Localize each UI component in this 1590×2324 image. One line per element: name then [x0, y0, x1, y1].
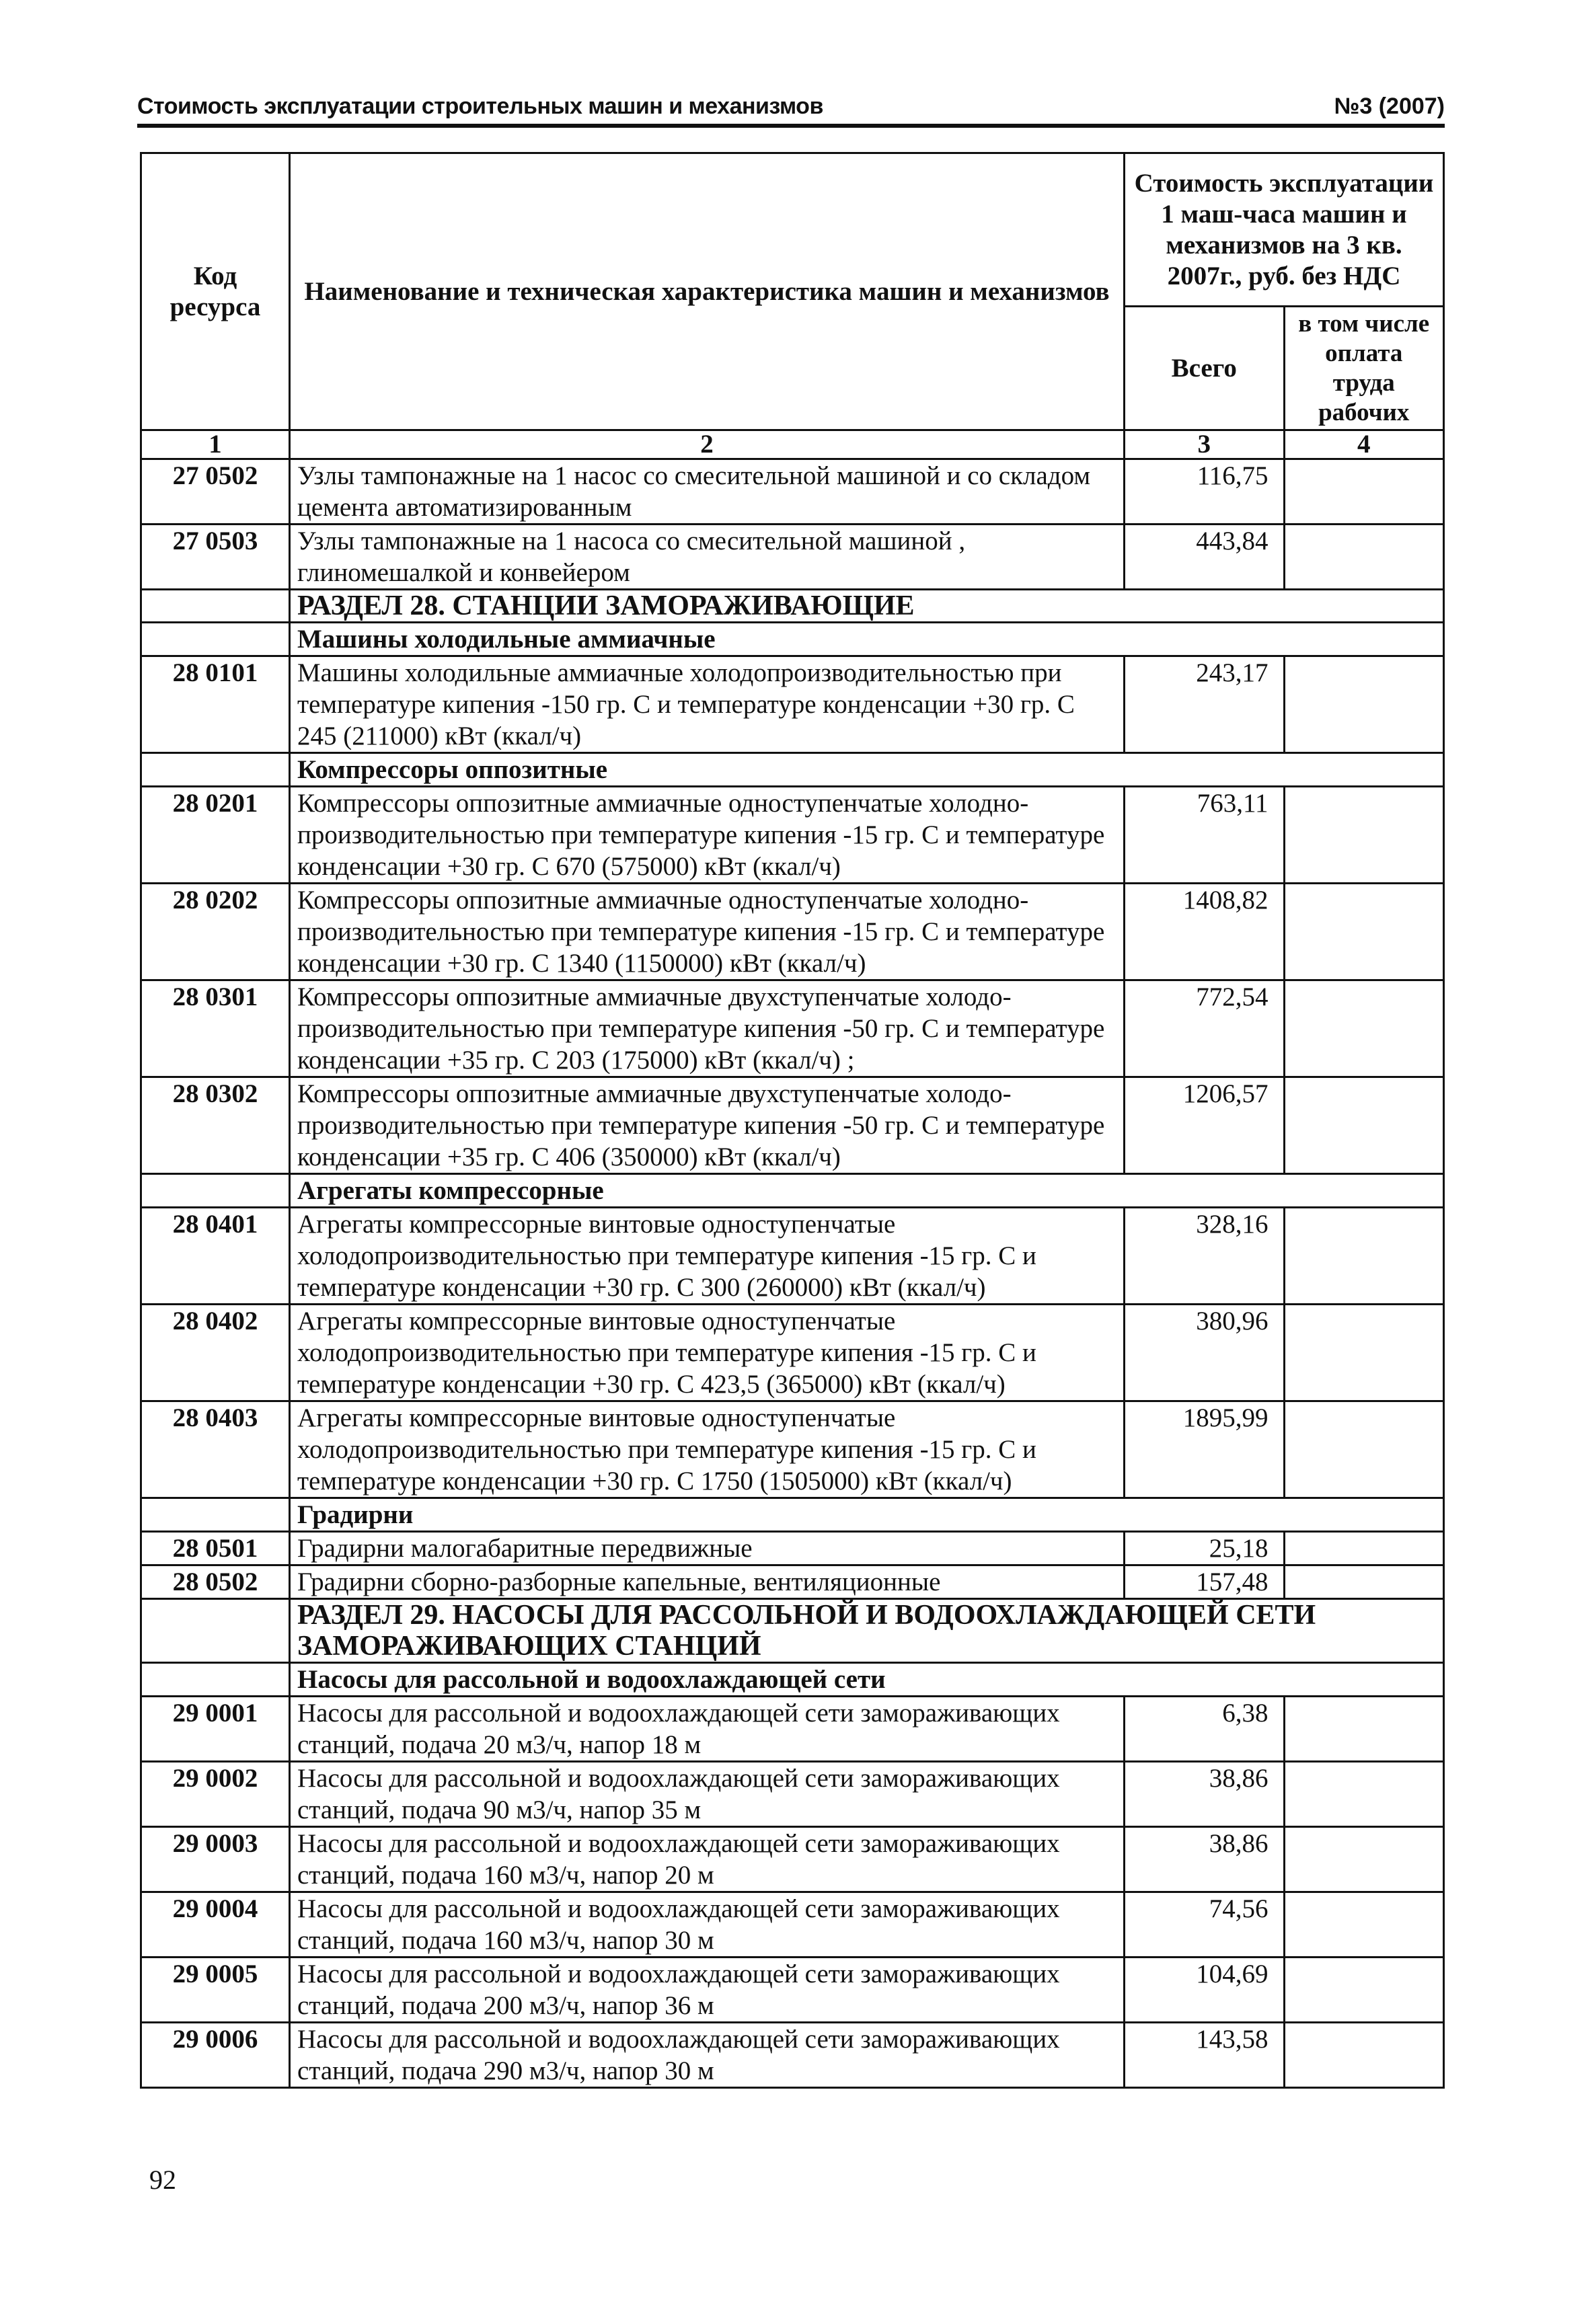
item-name-cell: Агрегаты компрессорные винтовые одноступенчатые холодопроизводительностью при температуре кипения -15 гр. С и температуре конденсации +30 гр. С 1750 (1505000) кВт (ккал/ч)	[290, 1401, 1125, 1498]
table-row	[141, 1762, 1444, 1827]
column-header-code: Код ресурса	[141, 153, 290, 430]
subsection-heading-row	[141, 623, 1444, 656]
column-header-name: Наименование и техническая характеристика машин и механизмов	[290, 153, 1125, 430]
empty-code-cell	[141, 753, 290, 787]
total-cost-cell: 1408,82	[1125, 884, 1285, 980]
column-header-labor: в том числе оплата труда рабочих	[1284, 307, 1444, 430]
running-title: Стоимость эксплуатации строительных машин и механизмов	[137, 93, 823, 119]
item-name-cell: Градирни малогабаритные передвижные	[290, 1532, 1125, 1565]
item-name-cell: Насосы для рассольной и водоохлаждающей сети замораживающих станций, подача 90 м3/ч, напор 35 м	[290, 1762, 1125, 1827]
empty-code-cell	[141, 590, 290, 623]
total-cost-cell: 380,96	[1125, 1305, 1285, 1401]
column-header-cost-group: Стоимость эксплуатации 1 маш-часа машин и механизмов на 3 кв. 2007г., руб. без НДС	[1125, 153, 1444, 307]
subsection-heading-row	[141, 1174, 1444, 1208]
resource-code-cell: 28 0502	[141, 1565, 290, 1599]
resource-code-cell: 28 0501	[141, 1532, 290, 1565]
total-cost-cell: 443,84	[1125, 525, 1285, 590]
resource-code-cell: 29 0003	[141, 1827, 290, 1892]
item-name-cell: Агрегаты компрессорные винтовые одноступенчатые холодопроизводительностью при температуре кипения -15 гр. С и температуре конденсации +30 гр. С 423,5 (365000) кВт (ккал/ч)	[290, 1305, 1125, 1401]
item-name-cell: Насосы для рассольной и водоохлаждающей сети замораживающих станций, подача 20 м3/ч, напор 18 м	[290, 1697, 1125, 1762]
subsection-title: Машины холодильные аммиачные	[290, 623, 1444, 656]
section-heading-row	[141, 1599, 1444, 1663]
price-table	[140, 152, 1445, 2089]
resource-code-cell: 29 0005	[141, 1958, 290, 2023]
section-heading-row	[141, 590, 1444, 623]
labor-cost-cell	[1284, 1565, 1444, 1599]
resource-code-cell: 28 0302	[141, 1077, 290, 1174]
resource-code-cell: 28 0101	[141, 656, 290, 753]
resource-code-cell: 29 0002	[141, 1762, 290, 1827]
resource-code-cell: 27 0502	[141, 459, 290, 525]
table-body	[141, 459, 1444, 2088]
total-cost-cell: 1895,99	[1125, 1401, 1285, 1498]
resource-code-cell: 28 0201	[141, 787, 290, 884]
item-name-cell: Агрегаты компрессорные винтовые одноступенчатые холодопроизводительностью при температуре кипения -15 гр. С и температуре конденсации +30 гр. С 300 (260000) кВт (ккал/ч)	[290, 1208, 1125, 1305]
issue-number: №3 (2007)	[1334, 93, 1445, 119]
empty-code-cell	[141, 1174, 290, 1208]
total-cost-cell: 763,11	[1125, 787, 1285, 884]
column-number: 2	[290, 430, 1125, 459]
table-row	[141, 884, 1444, 980]
page-number: 92	[149, 2165, 176, 2195]
table-row	[141, 1958, 1444, 2023]
resource-code-cell: 29 0004	[141, 1892, 290, 1958]
table-row	[141, 1697, 1444, 1762]
column-number-row	[141, 430, 1444, 459]
column-number: 4	[1284, 430, 1444, 459]
total-cost-cell: 157,48	[1125, 1565, 1285, 1599]
table-row	[141, 1827, 1444, 1892]
item-name-cell: Компрессоры оппозитные аммиачные одноступенчатые холодно-производительностью при температуре кипения -15 гр. С и температуре конденсации +30 гр. С 670 (575000) кВт (ккал/ч)	[290, 787, 1125, 884]
resource-code-cell: 29 0006	[141, 2023, 290, 2088]
labor-cost-cell	[1284, 1401, 1444, 1498]
total-cost-cell: 74,56	[1125, 1892, 1285, 1958]
table-row	[141, 2023, 1444, 2088]
labor-cost-cell	[1284, 1762, 1444, 1827]
resource-code-cell: 28 0403	[141, 1401, 290, 1498]
labor-cost-cell	[1284, 980, 1444, 1077]
table-row	[141, 459, 1444, 525]
table-row	[141, 1208, 1444, 1305]
total-cost-cell: 328,16	[1125, 1208, 1285, 1305]
column-number: 1	[141, 430, 290, 459]
labor-cost-cell	[1284, 459, 1444, 525]
item-name-cell: Градирни сборно-разборные капельные, вентиляционные	[290, 1565, 1125, 1599]
resource-code-cell: 28 0301	[141, 980, 290, 1077]
table-row	[141, 525, 1444, 590]
resource-code-cell: 29 0001	[141, 1697, 290, 1762]
labor-cost-cell	[1284, 1208, 1444, 1305]
labor-cost-cell	[1284, 525, 1444, 590]
section-title: РАЗДЕЛ 28. СТАНЦИИ ЗАМОРАЖИВАЮЩИЕ	[290, 590, 1444, 623]
table-row	[141, 1401, 1444, 1498]
page-header	[137, 86, 1445, 128]
column-number: 3	[1125, 430, 1285, 459]
subsection-heading-row	[141, 753, 1444, 787]
subsection-title: Агрегаты компрессорные	[290, 1174, 1444, 1208]
resource-code-cell: 28 0202	[141, 884, 290, 980]
column-header-total: Всего	[1125, 307, 1285, 430]
labor-cost-cell	[1284, 1827, 1444, 1892]
total-cost-cell: 25,18	[1125, 1532, 1285, 1565]
table-row	[141, 1532, 1444, 1565]
table-row	[141, 787, 1444, 884]
subsection-title: Градирни	[290, 1498, 1444, 1532]
total-cost-cell: 116,75	[1125, 459, 1285, 525]
labor-cost-cell	[1284, 1077, 1444, 1174]
table-row	[141, 1077, 1444, 1174]
labor-cost-cell	[1284, 1958, 1444, 2023]
table-row	[141, 1305, 1444, 1401]
labor-cost-cell	[1284, 656, 1444, 753]
table-row	[141, 656, 1444, 753]
empty-code-cell	[141, 623, 290, 656]
labor-cost-cell	[1284, 1305, 1444, 1401]
total-cost-cell: 104,69	[1125, 1958, 1285, 2023]
section-title: РАЗДЕЛ 29. НАСОСЫ ДЛЯ РАССОЛЬНОЙ И ВОДООХЛАЖДАЮЩЕЙ СЕТИ ЗАМОРАЖИВАЮЩИХ СТАНЦИЙ	[290, 1599, 1444, 1663]
item-name-cell: Насосы для рассольной и водоохлаждающей сети замораживающих станций, подача 160 м3/ч, напор 30 м	[290, 1892, 1125, 1958]
resource-code-cell: 28 0402	[141, 1305, 290, 1401]
table-row	[141, 1565, 1444, 1599]
subsection-title: Компрессоры оппозитные	[290, 753, 1444, 787]
labor-cost-cell	[1284, 1532, 1444, 1565]
total-cost-cell: 143,58	[1125, 2023, 1285, 2088]
empty-code-cell	[141, 1599, 290, 1663]
item-name-cell: Компрессоры оппозитные аммиачные двухступенчатые холодо-производительностью при температуре кипения -50 гр. С и температуре конденсации +35 гр. С 406 (350000) кВт (ккал/ч)	[290, 1077, 1125, 1174]
empty-code-cell	[141, 1498, 290, 1532]
table-row	[141, 980, 1444, 1077]
total-cost-cell: 1206,57	[1125, 1077, 1285, 1174]
total-cost-cell: 6,38	[1125, 1697, 1285, 1762]
item-name-cell: Узлы тампонажные на 1 насос со смесительной машиной и со складом цемента автоматизированным	[290, 459, 1125, 525]
subsection-heading-row	[141, 1498, 1444, 1532]
labor-cost-cell	[1284, 884, 1444, 980]
item-name-cell: Компрессоры оппозитные аммиачные одноступенчатые холодно-производительностью при температуре кипения -15 гр. С и температуре конденсации +30 гр. С 1340 (1150000) кВт (ккал/ч)	[290, 884, 1125, 980]
total-cost-cell: 772,54	[1125, 980, 1285, 1077]
empty-code-cell	[141, 1663, 290, 1697]
resource-code-cell: 28 0401	[141, 1208, 290, 1305]
item-name-cell: Насосы для рассольной и водоохлаждающей сети замораживающих станций, подача 290 м3/ч, напор 30 м	[290, 2023, 1125, 2088]
item-name-cell: Компрессоры оппозитные аммиачные двухступенчатые холодо-производительностью при температуре кипения -50 гр. С и температуре конденсации +35 гр. С 203 (175000) кВт (ккал/ч) ;	[290, 980, 1125, 1077]
item-name-cell: Насосы для рассольной и водоохлаждающей сети замораживающих станций, подача 200 м3/ч, напор 36 м	[290, 1958, 1125, 2023]
item-name-cell: Машины холодильные аммиачные холодопроизводительностью при температуре кипения -150 гр. С и температуре конденсации +30 гр. С 245 (211000) кВт (ккал/ч)	[290, 656, 1125, 753]
labor-cost-cell	[1284, 1892, 1444, 1958]
item-name-cell: Узлы тампонажные на 1 насоса со смесительной машиной , глиномешалкой и конвейером	[290, 525, 1125, 590]
total-cost-cell: 243,17	[1125, 656, 1285, 753]
labor-cost-cell	[1284, 787, 1444, 884]
labor-cost-cell	[1284, 1697, 1444, 1762]
subsection-title: Насосы для рассольной и водоохлаждающей сети	[290, 1663, 1444, 1697]
table-row	[141, 1892, 1444, 1958]
subsection-heading-row	[141, 1663, 1444, 1697]
labor-cost-cell	[1284, 2023, 1444, 2088]
total-cost-cell: 38,86	[1125, 1762, 1285, 1827]
total-cost-cell: 38,86	[1125, 1827, 1285, 1892]
item-name-cell: Насосы для рассольной и водоохлаждающей сети замораживающих станций, подача 160 м3/ч, напор 20 м	[290, 1827, 1125, 1892]
resource-code-cell: 27 0503	[141, 525, 290, 590]
